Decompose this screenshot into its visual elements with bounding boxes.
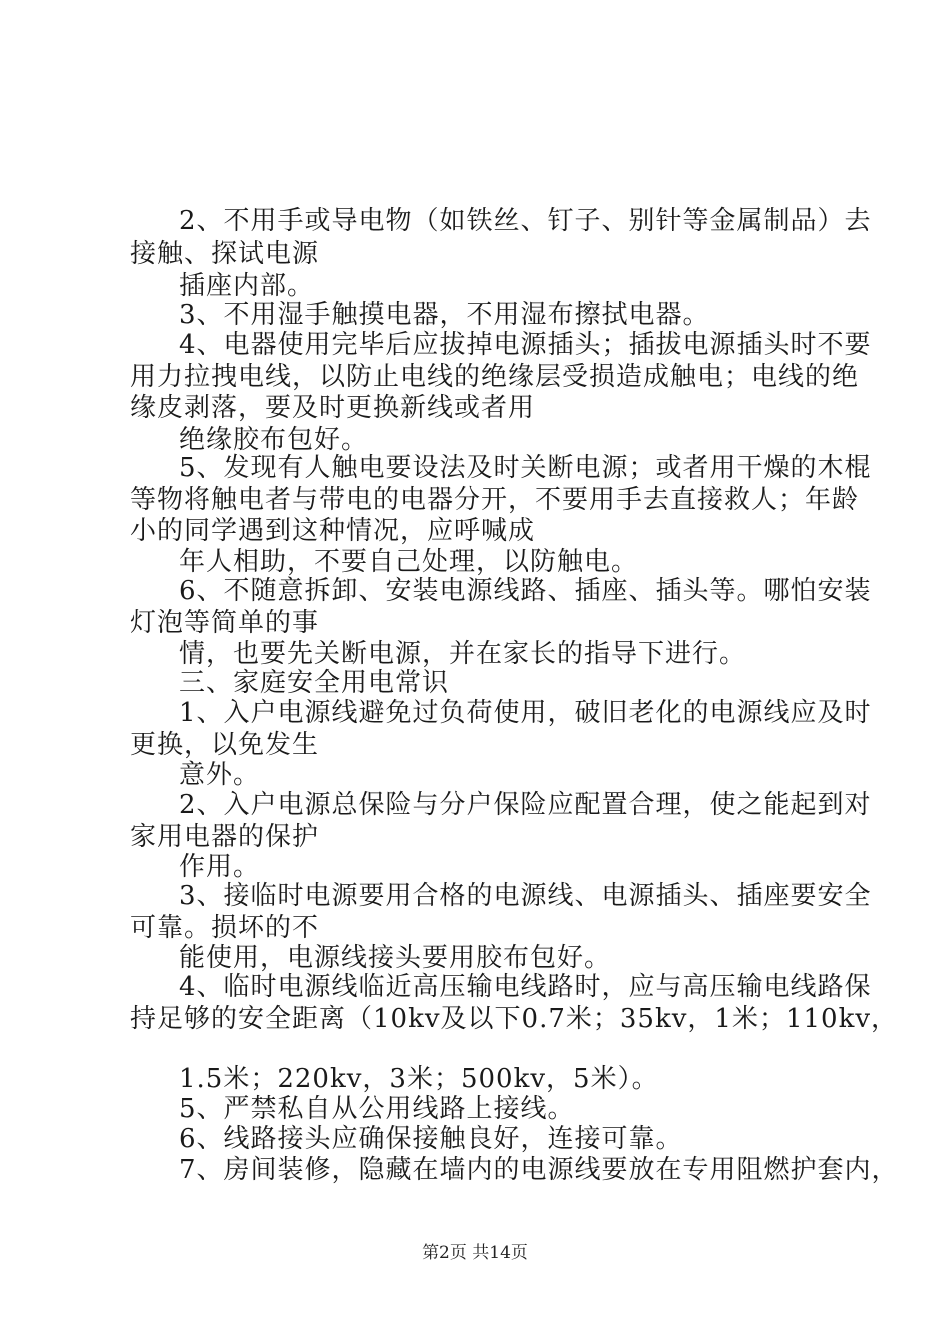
text-line: 2、不用手或导电物（如铁丝、钉子、别针等金属制品）去 xyxy=(179,206,872,236)
text-line: 3、不用湿手触摸电器，不用湿布擦拭电器。 xyxy=(179,300,710,330)
text-line: 3、接临时电源要用合格的电源线、电源插头、插座要安全 xyxy=(179,881,872,911)
text-line: 可靠。损坏的不 xyxy=(130,913,320,943)
text-line: 接触、探试电源 xyxy=(130,239,320,269)
text-line: 1.5米；220kv，3米；500kv，5米）。 xyxy=(179,1064,659,1094)
text-line: 持足够的安全距离（10kv及以下0.7米；35kv，1米；110kv， xyxy=(130,1004,899,1034)
text-line: 绝缘胶布包好。 xyxy=(179,425,369,455)
text-line: 家用电器的保护 xyxy=(130,822,320,852)
text-line: 小的同学遇到这种情况，应呼喊成 xyxy=(130,516,536,546)
text-line: 4、电器使用完毕后应拔掉电源插头；插拔电源插头时不要 xyxy=(179,330,872,360)
text-line: 插座内部。 xyxy=(179,271,315,301)
text-line: 5、严禁私自从公用线路上接线。 xyxy=(179,1094,575,1124)
text-line: 2、入户电源总保险与分户保险应配置合理，使之能起到对 xyxy=(179,790,872,820)
text-line: 等物将触电者与带电的电器分开，不要用手去直接救人；年龄 xyxy=(130,485,860,515)
text-line: 6、不随意拆卸、安装电源线路、插座、插头等。哪怕安装 xyxy=(179,576,872,606)
text-line: 1、入户电源线避免过负荷使用，破旧老化的电源线应及时 xyxy=(179,698,872,728)
text-line: 7、房间装修，隐藏在墙内的电源线要放在专用阻燃护套内， xyxy=(179,1155,899,1185)
text-line: 年人相助，不要自己处理，以防触电。 xyxy=(179,547,639,577)
text-line: 缘皮剥落，要及时更换新线或者用 xyxy=(130,393,536,423)
text-line: 4、临时电源线临近高压输电线路时，应与高压输电线路保 xyxy=(179,972,872,1002)
text-line: 能使用，电源线接头要用胶布包好。 xyxy=(179,943,612,973)
text-line: 作用。 xyxy=(179,852,261,882)
text-line: 更换，以免发生 xyxy=(130,730,320,760)
text-line: 6、线路接头应确保接触良好，连接可靠。 xyxy=(179,1124,683,1154)
text-line: 用力拉拽电线，以防止电线的绝缘层受损造成触电；电线的绝 xyxy=(130,362,860,392)
text-line: 情，也要先关断电源，并在家长的指导下进行。 xyxy=(179,639,747,669)
text-line: 意外。 xyxy=(179,760,261,790)
section-heading: 三、家庭安全用电常识 xyxy=(179,668,450,698)
text-line: 5、发现有人触电要设法及时关断电源；或者用干燥的木棍 xyxy=(179,453,872,483)
page-number-footer: 第2页 共14页 xyxy=(422,1243,528,1263)
text-line: 灯泡等简单的事 xyxy=(130,608,320,638)
